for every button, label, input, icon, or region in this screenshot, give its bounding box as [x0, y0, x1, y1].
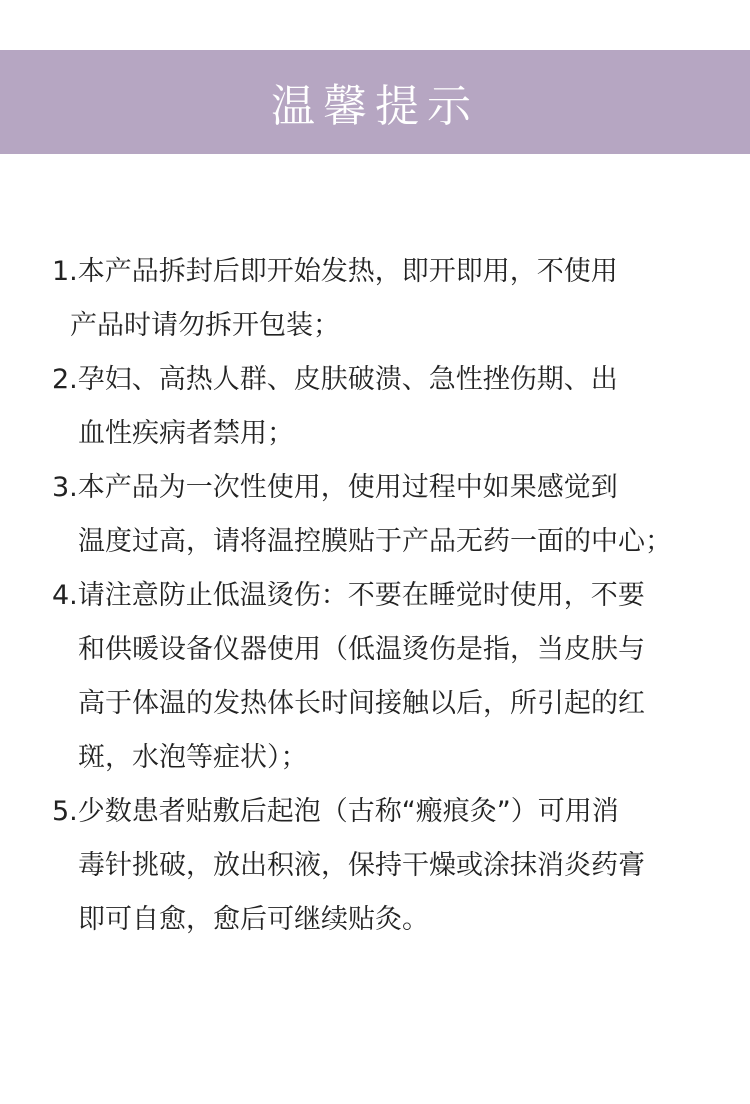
header-banner	[0, 50, 750, 154]
notice-item-4-line-1: 4.请注意防止低温烫伤：不要在睡觉时使用，不要	[52, 580, 645, 611]
notice-item-1-line-2: 产品时请勿拆开包装；	[70, 310, 340, 341]
notice-item-3-line-2: 温度过高，请将温控膜贴于产品无药一面的中心；	[78, 526, 672, 557]
notice-item-1-line-1: 1.本产品拆封后即开始发热，即开即用，不使用	[52, 256, 618, 287]
page-title: 温馨提示	[271, 81, 479, 132]
notice-item-3-line-1: 3.本产品为一次性使用，使用过程中如果感觉到	[52, 472, 618, 503]
notice-item-5-line-2: 毒针挑破，放出积液，保持干燥或涂抹消炎药膏	[78, 850, 645, 881]
notice-item-5-line-3: 即可自愈，愈后可继续贴灸。	[78, 904, 429, 935]
notice-item-5-line-1: 5.少数患者贴敷后起泡（古称“瘢痕灸”）可用消	[52, 796, 619, 827]
notice-item-2-line-2: 血性疾病者禁用；	[78, 418, 294, 449]
notice-item-4-line-3: 高于体温的发热体长时间接触以后，所引起的红	[78, 688, 645, 719]
notice-item-2-line-1: 2.孕妇、高热人群、皮肤破溃、急性挫伤期、出	[52, 364, 618, 395]
notice-item-4-line-4: 斑，水泡等症状）；	[78, 742, 308, 773]
notice-item-4-line-2: 和供暖设备仪器使用（低温烫伤是指，当皮肤与	[78, 634, 645, 665]
